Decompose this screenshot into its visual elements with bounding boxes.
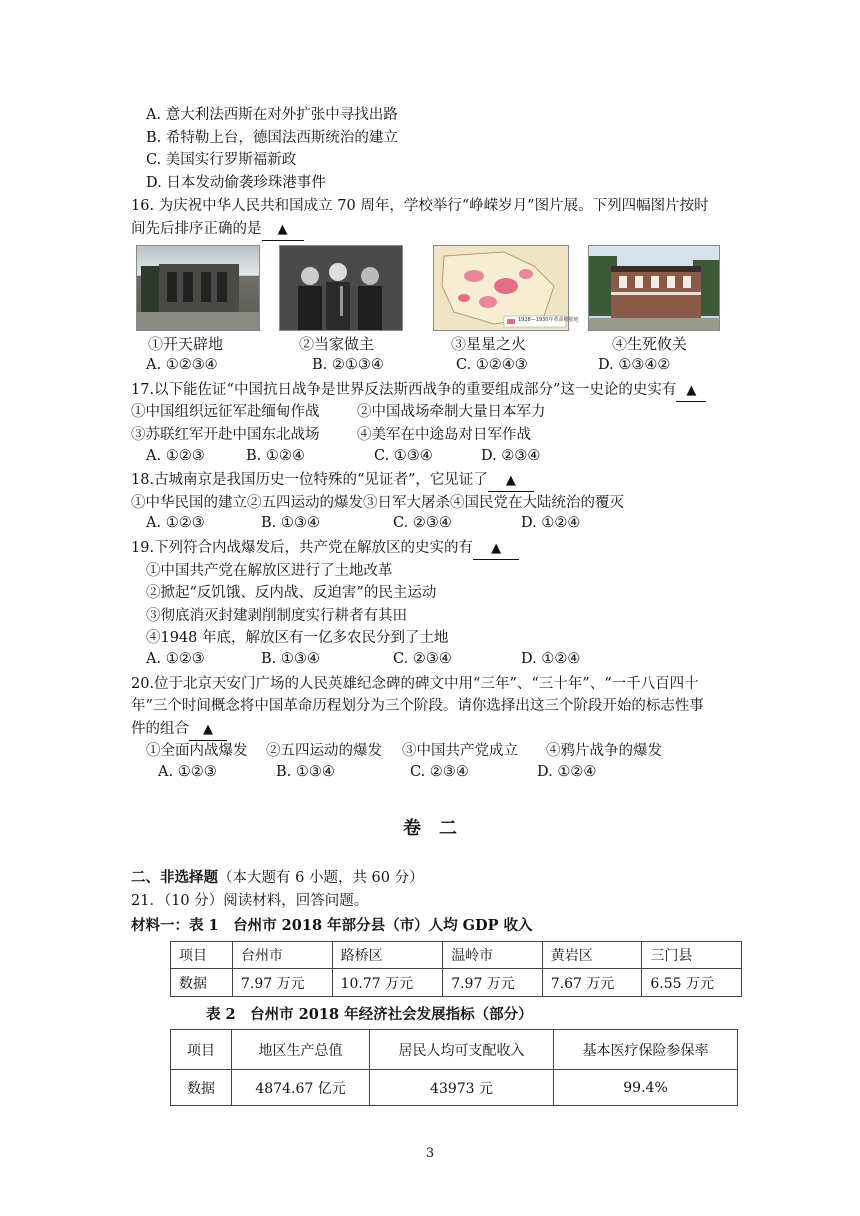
q20-item-2: ②五四运动的爆发: [266, 743, 382, 759]
answer-blank: ▲: [488, 471, 534, 492]
q17-item-2: ②中国战场牵制大量日本军力: [357, 404, 546, 420]
q20-stem-line2: 年”三个时间概念将中国革命历程划分为三个阶段。请你选择出这三个阶段开始的标志性事: [131, 698, 704, 714]
q16-stem-line1: 16. 为庆祝中华人民共和国成立 70 周年，学校举行“峥嵘岁月”图片展。下列四幅图片按时: [131, 198, 709, 214]
q20-option-a: A. ①②③: [158, 764, 217, 780]
table-row: [171, 969, 742, 997]
table-cell: 10.77 万元: [332, 969, 443, 997]
table-row: [171, 1070, 738, 1106]
table-cell: 项目: [171, 1030, 232, 1070]
caption-4: ④生死攸关: [612, 335, 688, 353]
photo-building-red-gate: [136, 245, 260, 331]
table-cell: 43973 元: [370, 1070, 554, 1106]
q19-item-1: ①中国共产党在解放区进行了土地改革: [146, 563, 393, 579]
material1-label: 材料一：表 1 台州市 2018 年部分县（市）人均 GDP 收入: [131, 917, 533, 934]
table-row: [171, 1030, 738, 1070]
q19-option-d: D. ①②④: [521, 651, 581, 667]
caption-1: ①开天辟地: [148, 335, 224, 353]
map-legend: 1928—1930年革命根据地: [518, 317, 579, 323]
q18-option-d: D. ①②④: [521, 515, 581, 531]
table-cell: 黄岩区: [542, 942, 642, 969]
q19-item-2: ②掀起“反饥饿、反内战、反迫害”的民主运动: [146, 585, 437, 601]
table-cell: 地区生产总值: [232, 1030, 370, 1070]
q16-option-b: B. ②①③④: [312, 357, 384, 373]
q16-option-a: A. ①②③④: [146, 357, 218, 373]
caption-2: ②当家做主: [299, 335, 375, 353]
q19-option-b: B. ①③④: [261, 651, 320, 667]
q18-option-a: A. ①②③: [146, 515, 205, 531]
table1: [170, 941, 742, 997]
table-cell: 数据: [171, 969, 233, 997]
q20-option-c: C. ②③④: [410, 764, 469, 780]
q18-stem: 18.古城南京是我国历史一位特殊的“见证者”，它见证了 ▲: [131, 470, 534, 492]
photo-zunyi-building: [588, 245, 720, 331]
table-cell: 4874.67 亿元: [232, 1070, 370, 1106]
q18-option-c: C. ②③④: [393, 515, 452, 531]
q21-stem: 21．（10 分）阅读材料，回答问题。: [131, 893, 369, 909]
table-cell: 项目: [171, 942, 233, 969]
q20-item-3: ③中国共产党成立: [402, 743, 518, 759]
q19-item-3: ③彻底消灭封建剥削制度实行耕者有其田: [146, 608, 407, 624]
table-cell: 温岭市: [443, 942, 543, 969]
q20-item-4: ④鸦片战争的爆发: [546, 743, 662, 759]
answer-blank: ▲: [473, 539, 519, 560]
q20-stem-line3: 件的组合 ▲: [131, 719, 227, 741]
map-revolutionary-bases: [433, 245, 579, 331]
q17-item-3: ③苏联红军开赴中国东北战场: [131, 427, 320, 443]
table2: [170, 1029, 738, 1106]
q17-item-4: ④美军在中途岛对日军作战: [357, 427, 531, 443]
table-cell: 数据: [171, 1070, 232, 1106]
photo-founding-ceremony: [279, 245, 403, 331]
q17-option-d: D. ②③④: [481, 448, 541, 464]
table-cell: 三门县: [642, 942, 742, 969]
section-title: 卷 二: [403, 818, 457, 839]
answer-blank: ▲: [676, 381, 706, 402]
table-cell: 居民人均可支配收入: [370, 1030, 554, 1070]
table-cell: 基本医疗保险参保率: [554, 1030, 738, 1070]
table-cell: 台州市: [233, 942, 333, 969]
table-row: [171, 942, 742, 969]
q17-item-1: ①中国组织远征军赴缅甸作战: [131, 404, 320, 420]
q19-item-4: ④1948 年底，解放区有一亿多农民分到了土地: [146, 630, 449, 646]
table-cell: 99.4%: [554, 1070, 738, 1106]
q15-option-a: A. 意大利法西斯在对外扩张中寻找出路: [146, 107, 398, 123]
page-number: 3: [425, 1146, 435, 1161]
q20-option-d: D. ①②④: [537, 764, 597, 780]
q18-items: ①中华民国的建立②五四运动的爆发③日军大屠杀④国民党在大陆统治的覆灭: [131, 495, 624, 511]
q17-option-a: A. ①②③: [146, 448, 205, 464]
table2-caption: 表 2 台州市 2018 年经济社会发展指标（部分）: [206, 1006, 533, 1023]
answer-blank: ▲: [189, 720, 227, 741]
q15-option-b: B. 希特勒上台，德国法西斯统治的建立: [146, 130, 398, 146]
q17-option-c: C. ①③④: [374, 448, 433, 464]
q16-option-d: D. ①③④②: [598, 357, 671, 373]
part2-heading: 二、非选择题（本大题有 6 小题，共 60 分）: [131, 869, 424, 886]
table-cell: 6.55 万元: [642, 969, 742, 997]
table-cell: 路桥区: [332, 942, 443, 969]
q20-item-1: ①全面内战爆发: [146, 743, 248, 759]
q19-option-c: C. ②③④: [393, 651, 452, 667]
q20-stem-line1: 20.位于北京天安门广场的人民英雄纪念碑的碑文中用“三年”、“三十年”、“一千八百四十: [131, 676, 699, 692]
table-cell: 7.97 万元: [443, 969, 543, 997]
q15-option-c: C. 美国实行罗斯福新政: [146, 152, 297, 168]
q18-option-b: B. ①③④: [261, 515, 320, 531]
q19-option-a: A. ①②③: [146, 651, 205, 667]
q17-stem: 17.以下能佐证“中国抗日战争是世界反法斯西战争的重要组成部分”这一史论的史实有 ▲: [131, 380, 706, 402]
q20-option-b: B. ①③④: [276, 764, 335, 780]
table-cell: 7.67 万元: [542, 969, 642, 997]
q16-stem-line2: 间先后排序正确的是 ▲: [131, 219, 304, 241]
q15-option-d: D. 日本发动偷袭珍珠港事件: [146, 175, 326, 191]
q16-option-c: C. ①②④③: [456, 357, 528, 373]
q17-option-b: B. ①②④: [246, 448, 305, 464]
answer-blank: ▲: [262, 220, 304, 241]
q19-stem: 19.下列符合内战爆发后，共产党在解放区的史实的有 ▲: [131, 538, 519, 560]
table-cell: 7.97 万元: [233, 969, 333, 997]
caption-3: ③星星之火: [451, 335, 527, 353]
